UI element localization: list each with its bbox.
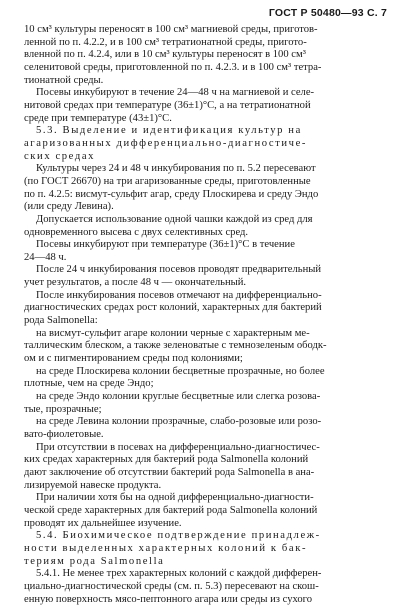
section-heading: ности выделенных характерных колоний к бак- [24, 542, 308, 554]
text-line: тые, прозрачные; [24, 403, 102, 415]
text-line: 5.4.1. Не менее трех характерных колоний с каждой дифферен- [36, 568, 322, 580]
text-line: циально-диагностической среды (см. п. 5.3) пересевают на скош- [24, 580, 319, 592]
text-line: на среде Левина колонии прозрачные, слабо-розовые или розо- [36, 416, 322, 428]
page-header: ГОСТ Р 50480—93 С. 7 [268, 7, 387, 19]
text-line: тионатной среды. [24, 74, 104, 86]
text-line: селенитовой среды, приготовленной по п. 4.2.3. и в 100 см³ тетра- [24, 61, 322, 73]
text-line: Посевы инкубируют при температуре (36±1)°С в течение [36, 239, 295, 251]
text-line: Допускается использование одной чашки каждой из сред для [36, 213, 313, 225]
text-line: по п. 4.2.5: висмут-сульфит агар, среду Плоскирева и среду Эндо [24, 188, 319, 200]
text-line: учет результатов, а после 48 ч — окончательный. [24, 277, 247, 289]
text-line: Культуры через 24 и 48 ч инкубирования по п. 5.2 пересевают [36, 163, 316, 175]
text-line: Посевы инкубируют в течение 24—48 ч на магниевой и селе- [36, 87, 315, 99]
text-line: При наличии хотя бы на одной дифференциально-диагности- [36, 492, 314, 504]
text-line: После инкубирования посевов отмечают на дифференциально- [36, 289, 322, 301]
text-line: ческой среде характерных для бактерий рода Salmonella колоний [24, 504, 318, 516]
text-line: вато-фиолетовые. [24, 429, 104, 440]
text-line: 10 см³ культуры переносят в 100 см³ магниевой среды, приготов- [24, 24, 318, 35]
text-line: таллическим блеском, а также зеленоватые с темнозеленым ободк- [24, 340, 327, 352]
text-line: енную поверхность мясо-пептонного агара или среды из сухого [24, 593, 313, 605]
text-line: нитовой средах при температуре (36±1)°С, а на тетратионатной [24, 99, 311, 111]
text-line: одновременного высева с двух селективных сред. [24, 226, 249, 238]
text-line: плотные, чем на среде Эндо; [24, 378, 154, 390]
text-line: диагностических средах рост колоний, характерных для бактерий [24, 302, 322, 314]
text-line: При отсутствии в посевах на дифференциально-диагностичес- [36, 441, 320, 453]
text-line: дают заключение об отсутствии бактерий рода Salmonella в ана- [24, 466, 315, 478]
text-line: на висмут-сульфит агаре колонии черные с характерным ме- [36, 327, 310, 339]
text-line: на среде Эндо колонии круглые бесцветные или слегка розова- [36, 391, 321, 403]
text-line: проводят их дальнейшее изучение. [24, 517, 182, 529]
text-line: (или среду Левина). [24, 201, 114, 213]
text-line: на среде Плоскирева колонии бесцветные прозрачные, но более [36, 365, 325, 377]
document-body [24, 24, 388, 606]
section-heading: агаризованных дифференциально-диагностиче- [24, 137, 308, 149]
text-line: вленной по п. 4.2.4, или в 10 см³ культуры переносят в 100 см³ [24, 49, 306, 61]
section-heading: 5.3. Выделение и идентификация культур на [36, 125, 302, 137]
text-line: 24—48 ч. [24, 251, 67, 263]
text-line: ленной по п. 4.2.2, и в 100 см³ тетратионатной среды, пригото- [24, 36, 307, 48]
section-heading: ских средах [24, 150, 96, 162]
text-line: (по ГОСТ 26670) на три агаризованные среды, приготовленные [24, 175, 311, 187]
text-line: лизируемой навеске продукта. [24, 479, 162, 491]
text-line: ом и с пигментированием среды под колониями; [24, 353, 243, 365]
text-line: рода Salmonella: [24, 315, 98, 327]
text-line: После 24 ч инкубирования посевов проводят предварительный [36, 264, 322, 276]
text-line: среде при температуре (43±1)°С. [24, 112, 172, 124]
text-line: ких средах характерных для бактерий рода Salmonella колоний [24, 454, 309, 466]
section-heading: териям рода Salmonella [24, 555, 165, 567]
section-heading: 5.4. Биохимическое подтверждение принадлеж- [36, 530, 321, 542]
